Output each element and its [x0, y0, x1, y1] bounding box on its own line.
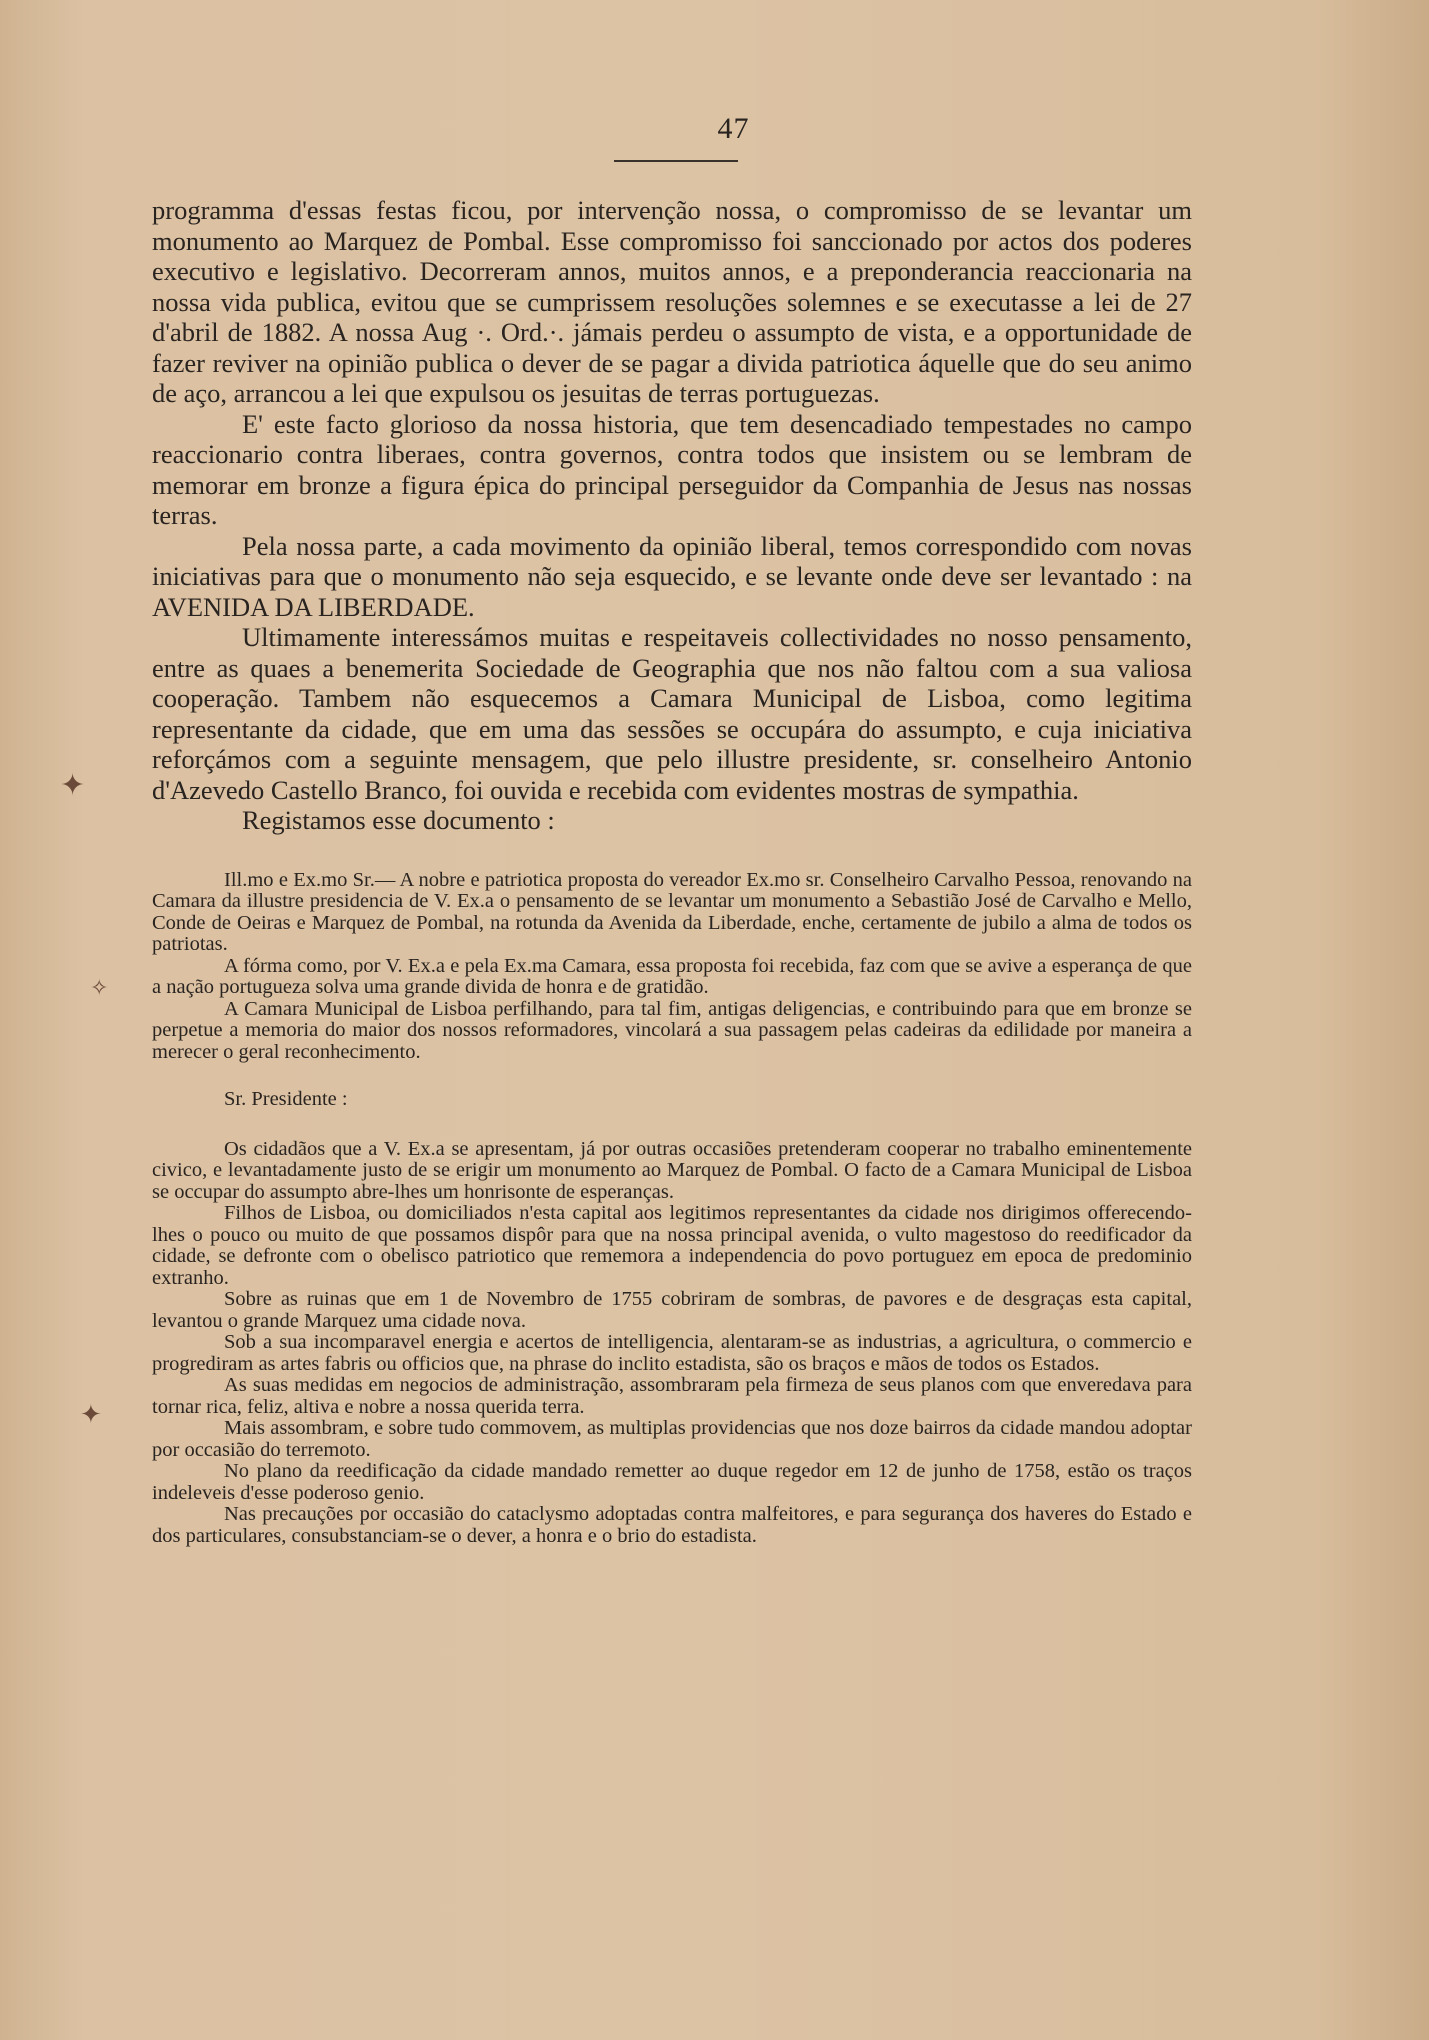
document-paragraph: A fórma como, por V. Ex.a e pela Ex.ma Camara, essa proposta foi recebida, faz com que se avive a esperança de que a nação portugueza solva uma grande divida de honra e de gratidão. — [152, 954, 1192, 998]
margin-stain-mark: ✧ — [90, 975, 109, 1000]
document-paragraph: Nas precauções por occasião do cataclysmo adoptadas contra malfeitores, e para segurança dos haveres do Estado e dos particulares, consubstanciam-se o dever, a honra e o brio do estadista. — [152, 1503, 1192, 1547]
paragraph: Ultimamente interessámos muitas e respeitaveis collectividades no nosso pensamento, entre as quaes a benemerita Sociedade de Geographia que nos não faltou com a sua valiosa cooperação. Tambem não esquecemos a Camara Municipal de Lisboa, como legitima representante da cidade, que em uma das sessões se occupára do assumpto, e cuja iniciativa reforçámos com a seguinte mensagem, que pelo illustre presidente, sr. conselheiro Antonio d'Azevedo Castello Branco, foi ouvida e recebida com evidentes mostras de sympathia. — [152, 622, 1192, 805]
document-paragraph: Mais assombram, e sobre tudo commovem, as multiplas providencias que nos doze bairros da cidade mandou adoptar por occasião do terremoto. — [152, 1417, 1192, 1461]
margin-stain-mark: ✦ — [80, 1400, 102, 1429]
paragraph: E' este facto glorioso da nossa historia, que tem desencadiado tempestades no campo reaccionario contra liberaes, contra governos, contra todos que insistem ou se lembram de memorar em bronze a figura épica do principal perseguidor da Companhia de Jesus nas nossas terras. — [152, 408, 1192, 530]
document-paragraph: Ill.mo e Ex.mo Sr.— A nobre e patriotica proposta do vereador Ex.mo sr. Conselheiro Carvalho Pessoa, renovando na Camara da illustre presidencia de V. Ex.a o pensamento de se levantar um monumento a Sebastião José de Carvalho e Mello, Conde de Oeiras e Marquez de Pombal, na rotunda da Avenida da Liberdade, enche, certamente de jubilo a alma de todos os patriotas. — [152, 868, 1192, 955]
document-paragraph: A Camara Municipal de Lisboa perfilhando, para tal fim, antigas deligencias, e contribuindo para que em bronze se perpetue a memoria do maior dos nossos reformadores, vincolará a sua passagem pelas cadeiras da edilidade por maneira a merecer o geral reconhecimento. — [152, 997, 1192, 1063]
document-paragraph: Sob a sua incomparavel energia e acertos de intelligencia, alentaram-se as industrias, a agricultura, o commercio e progrediram as artes fabris ou officios que, na phrase do inclito estadista, são os braços e mãos de todos os Estados. — [152, 1331, 1192, 1375]
page-content — [152, 195, 1192, 1547]
document-salutation: Sr. Presidente : — [224, 1088, 348, 1110]
header-rule — [614, 160, 738, 162]
document-paragraph: Sobre as ruinas que em 1 de Novembro de 1755 cobriram de sombras, de pavores e de desgraças esta capital, levantou o grande Marquez uma cidade nova. — [152, 1288, 1192, 1332]
document-paragraph: No plano da reedificação da cidade mandado remetter ao duque regedor em 12 de junho de 1758, estão os traços indeleveis d'esse poderoso genio. — [152, 1460, 1192, 1504]
main-text — [152, 195, 1192, 836]
margin-stain-mark: ✦ — [60, 769, 86, 802]
document-paragraph: As suas medidas em negocios de administração, assombraram pela firmeza de seus planos com que enveredava para tornar rica, feliz, altiva e nobre a nossa querida terra. — [152, 1374, 1192, 1418]
paragraph: Registamos esse documento : — [242, 805, 555, 835]
document-paragraph: Os cidadãos que a V. Ex.a se apresentam, já por outras occasiões pretenderam cooperar no trabalho eminentemente civico, e levantadamente justo de se erigir um monumento ao Marquez de Pombal. O facto de a Camara Municipal de Lisboa se occupar do assumpto abre-lhes um honrisonte de esperanças. — [152, 1137, 1192, 1203]
paragraph: programma d'essas festas ficou, por intervenção nossa, o compromisso de se levantar um monumento ao Marquez de Pombal. Esse compromisso foi sanccionado por actos dos poderes executivo e legislativo. Decorreram annos, muitos annos, e a preponderancia reaccionaria na nossa vida publica, evitou que se cumprissem resoluções solemnes e se executasse a lei de 27 d'abril de 1882. A nossa Aug ·. Ord.·. jámais perdeu o assumpto de vista, e a opportunidade de fazer reviver na opinião publica o dever de se pagar a divida patriotica áquelle que do seu animo de aço, arrancou a lei que expulsou os jesuitas de terras portuguezas. — [152, 195, 1192, 408]
page-number: 47 — [717, 112, 750, 145]
paragraph: Pela nossa parte, a cada movimento da opinião liberal, temos correspondido com novas iniciativas para que o monumento não seja esquecido, e se levante onde deve ser levantado : na AVENIDA DA LIBERDADE. — [152, 530, 1192, 622]
document-paragraph: Filhos de Lisboa, ou domiciliados n'esta capital aos legitimos representantes da cidade nos dirigimos offerecendo-lhes o pouco ou muito de que possamos dispôr para que na nossa principal avenida, o vulto magestoso do reedificador da cidade, se defronte com o obelisco patriotico que rememora a independencia do povo portuguez em epoca de predominio extranho. — [152, 1202, 1192, 1289]
quoted-document — [152, 870, 1192, 1548]
